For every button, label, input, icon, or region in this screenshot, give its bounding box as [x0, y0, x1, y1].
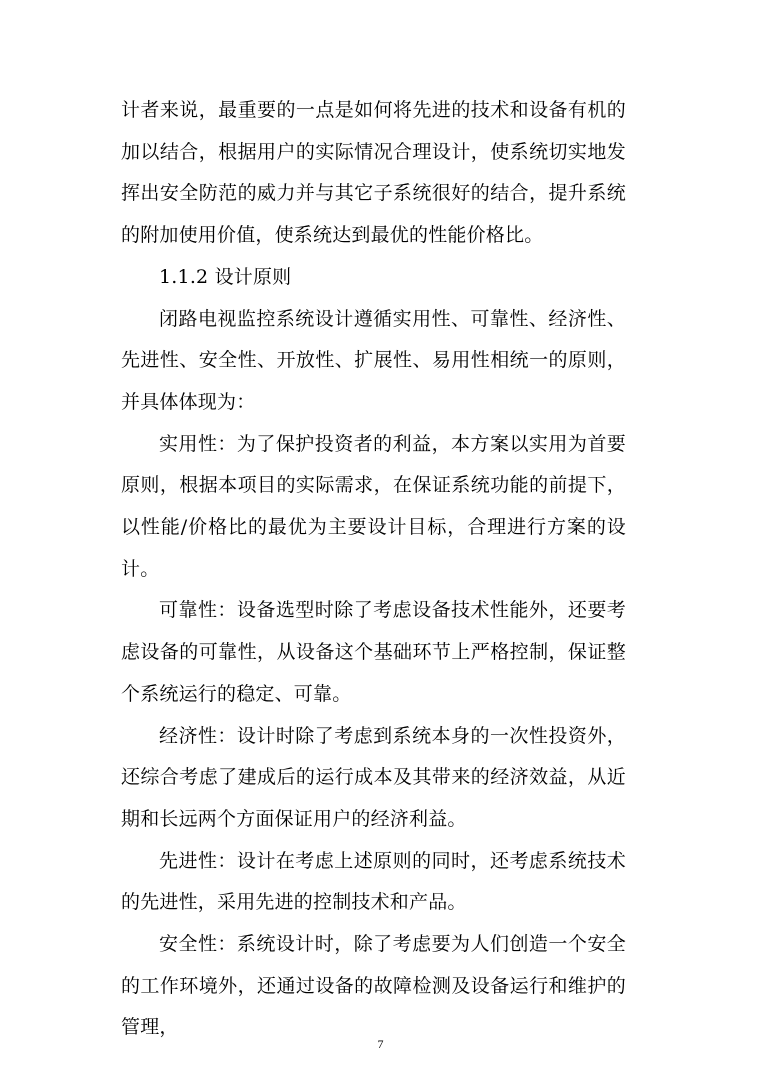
paragraph-practicality: 实用性：为了保护投资者的利益，本方案以实用为首要原则，根据本项目的实际需求，在保证系统功能的前提下，以性能/价格比的最优为主要设计目标，合理进行方案的设计。: [121, 432, 626, 580]
page-number: 7: [377, 1037, 384, 1051]
paragraph-advancement: 先进性：设计在考虑上述原则的同时，还考虑系统技术的先进性，采用先进的控制技术和产品。: [121, 849, 626, 914]
section-heading: 1.1.2 设计原则: [159, 265, 292, 288]
paragraph-principles-intro: 闭路电视监控系统设计遵循实用性、可靠性、经济性、先进性、安全性、开放性、扩展性、易用性相统一的原则，并具体体现为：: [121, 307, 626, 413]
paragraph-reliability: 可靠性：设备选型时除了考虑设备技术性能外，还要考虑设备的可靠性，从设备这个基础环节上严格控制，保证整个系统运行的稳定、可靠。: [121, 599, 626, 705]
paragraph-continuation: 计者来说，最重要的一点是如何将先进的技术和设备有机的加以结合，根据用户的实际情况合理设计，使系统切实地发挥出安全防范的威力并与其它子系统很好的结合，提升系统的附加使用价值，使系统达到最优的性能价格比。: [121, 99, 626, 247]
body-text: [121, 90, 626, 1049]
paragraph-economy: 经济性：设计时除了考虑到系统本身的一次性投资外，还综合考虑了建成后的运行成本及其带来的经济效益，从近期和长远两个方面保证用户的经济利益。: [121, 724, 626, 830]
paragraph-security: 安全性：系统设计时，除了考虑要为人们创造一个安全的工作环境外，还通过设备的故障检测及设备运行和维护的管理，: [121, 933, 626, 1039]
